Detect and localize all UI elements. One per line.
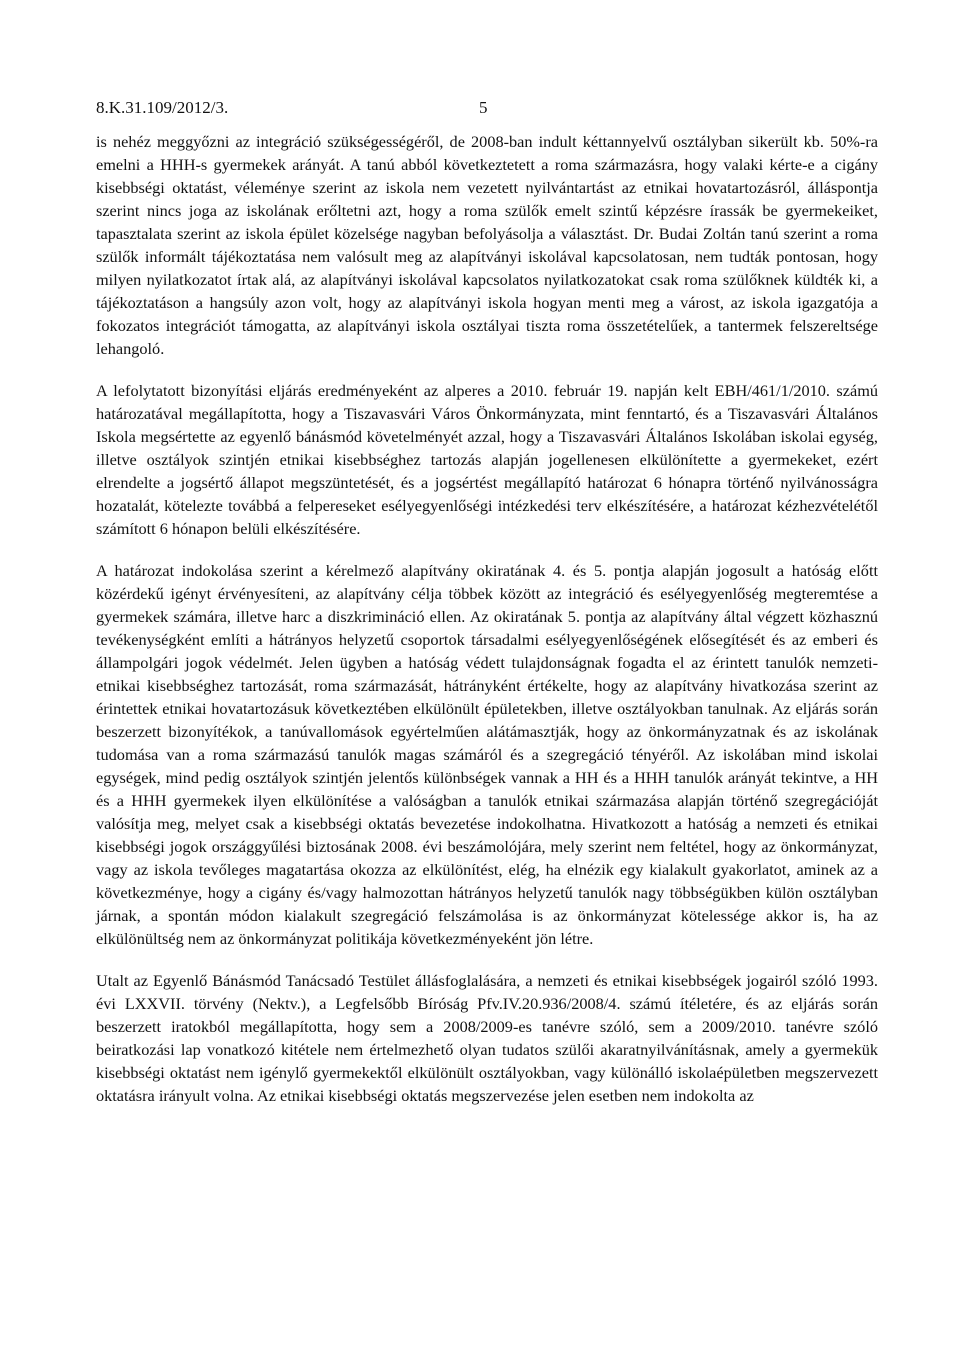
paragraph-references: Utalt az Egyenlő Bánásmód Tanácsadó Testület állásfoglalására, a nemzeti és etnikai kisebbségek jogairól szóló 1993. évi LXXVII. törvény (Nektv.), a Legfelsőbb Bíróság Pfv.IV.20.936/2008/4. számú ítéletére, és az eljárás során beszerzett iratokból megállapította, hogy sem a 2008/2009-es tanévre szóló, sem a 2009/2010. tanévre szóló beiratkozási lap vonatkozó kitétele nem értelmezhető olyan tudatos szülői akaratnyilvánításnak, amely a gyermekük kisebbségi oktatást nem igénylő gyermekektől elkülönült osztályokban, vagy különálló iskolaépületben megszervezett oktatásra irányult volna. Az etnikai kisebbségi oktatás megszervezése jelen esetben nem indokolta az [96, 971, 878, 1105]
paragraph-testimony: is nehéz meggyőzni az integráció szükségességéről, de 2008-ban indult kéttannyelvű osztályban sikerült kb. 50%-ra emelni a HHH-s gyermekek arányát. A tanú abból következtetett a roma származásra, hogy valaki kérte-e a cigány kisebbségi oktatást, véleménye szerint az iskola nem vezetett nyilvántartást az etnikai hovatartozásról, álláspontja szerint nincs joga az iskolának erőltetni azt, hogy a roma szülők emelt szintű képzésre írassák be gyermekeiket, tapasztalata szerint az iskola épület közelsége nagyban befolyásolja a választást. Dr. Budai Zoltán tanú szerint a roma szülők informált tájékoztatása nem valósult meg az alapítványi iskolával kapcsolatosan, nem tudták pontosan, hogy milyen nyilatkozatot írtak alá, az alapítványi iskolával kapcsolatos nyilatkozatokat csak roma szülőknek küldték ki, a tájékoztatáson a hangsúly azon volt, hogy az alapítványi iskola hogyan menti meg a várost, az iskola igazgatója a fokozatos integrációt támogatta, az alapítványi iskola osztályai tiszta roma összetételűek, a tantermek felszereltsége lehangoló. [96, 132, 878, 358]
document-body [96, 130, 878, 1107]
paragraph-decision: A lefolytatott bizonyítási eljárás eredményeként az alperes a 2010. február 19. napján kelt EBH/461/1/2010. számú határozatával megállapította, hogy a Tiszavasvári Város Önkormányzata, mint fenntartó, és a Tiszavasvári Általános Iskola megsértette az egyenlő bánásmód követelményét azzal, hogy a Tiszavasvári Általános Iskolában iskolai egység, illetve osztályok szintjén etnikai kisebbséghez tartozás alapján jogellenesen elkülönítette a gyermekeket, ezért elrendelte a jogsértő állapot megszüntetését, és a jogsértést megállapító határozat 6 hónapra történő nyilvánosságra hozatalát, kötelezte továbbá a felpereseket esélyegyenlőségi intézkedési terv elkészítésére, a határozat kézhezvételétől számított 6 hónapon belüli elkészítésére. [96, 381, 878, 538]
page-number: 5 [479, 98, 488, 117]
case-reference: 8.K.31.109/2012/3. [96, 98, 229, 117]
page-header [96, 96, 696, 120]
paragraph-reasoning: A határozat indokolása szerint a kérelmező alapítvány okiratának 4. és 5. pontja alapján jogosult a hatóság előtt közérdekű igényt érvényesíteni, az alapítvány célja többek között az integráció és esélyegyenlőség megteremtése a gyermekek számára, illetve harc a diszkrimináció ellen. Az okiratának 5. pontja az alapítvány által végzett közhasznú tevékenységként említi a hátrányos helyzetű csoportok társadalmi esélyegyenlőségének elősegítését és az emberi és állampolgári jogok védelmét. Jelen ügyben a hatóság védett tulajdonságnak fogadta el az érintett tanulók nemzeti-etnikai kisebbséghez tartozását, roma származását, hátrányként értékelte, hogy az alapítvány hivatkozása szerint az érintettek etnikai hovatartozásuk következtében elkülönült épületekben, illetve osztályokban tanulnak. Az eljárás során beszerzett bizonyítékok, a tanúvallomások egyértelműen alátámasztják, hogy az önkormányzatnak és az iskolának tudomása van a roma származású tanulók magas számáról és a szegregáció tényéről. Az iskolában mind iskolai egységek, mind pedig osztályok szintjén jelentős különbségek vannak a HH és a HHH tanulók arányát tekintve, a HH és a HHH gyermekek ilyen elkülönítése a valóságban a tanulók etnikai származása alapján történő szegregációját valósítja meg, melyet csak a kisebbségi oktatás bevezetése indokolhatna. Hivatkozott a hatóság a nemzeti és etnikai kisebbségi jogok országgyűlési biztosának 2008. évi beszámolójára, mely szerint nem feltétel, hogy az önkormányzat, vagy az iskola tevőleges magatartása okozza az elkülönítést, elég, ha elnézik egy kialakult gyakorlatot, aminek az a következménye, hogy a cigány és/vagy halmozottan hátrányos helyzetű tanulók nagy többségükben külön osztályban járnak, a spontán módon kialakult szegregáció felszámolása is az önkormányzat kötelessége akkor is, ha az elkülönültség nem az önkormányzat politikája következményeként jön létre. [96, 561, 878, 948]
